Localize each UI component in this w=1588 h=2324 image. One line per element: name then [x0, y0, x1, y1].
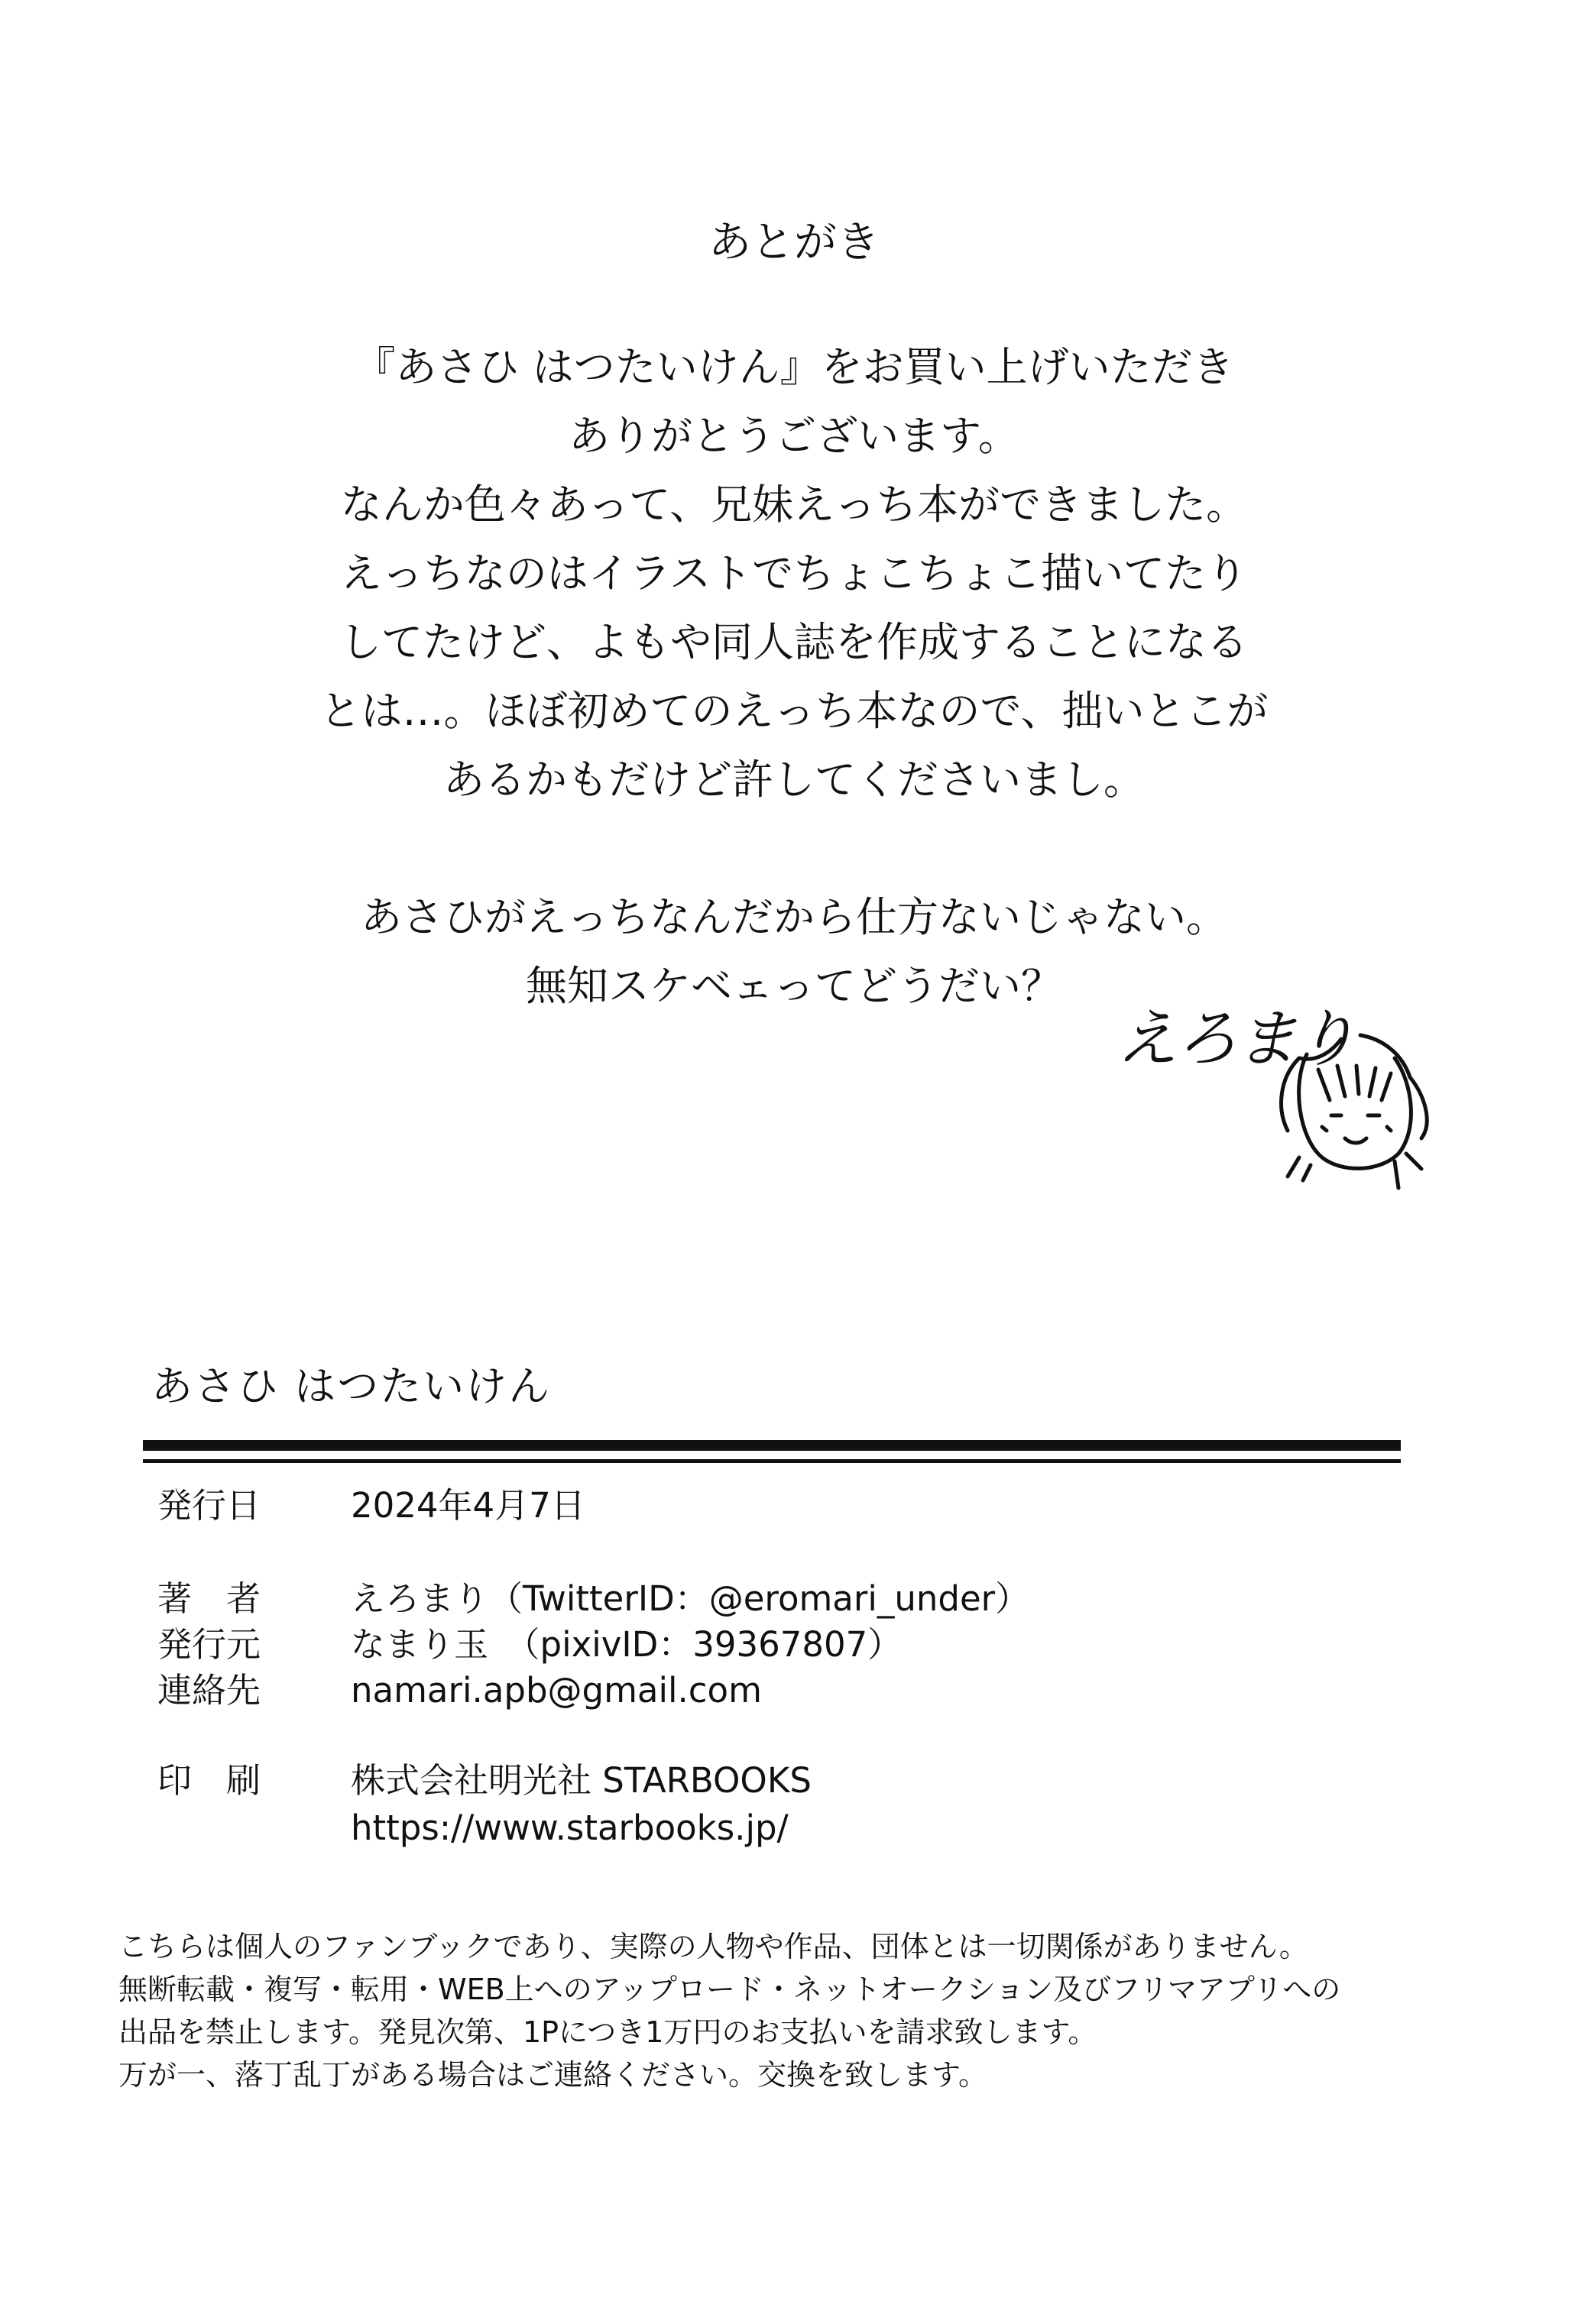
disclaimer-line: 無断転載・複写・転用・WEB上へのアップロード・ネットオークション及びフリマアプリへの — [118, 1973, 1341, 2006]
afterword-line: 無知スケベェってどうだい？ — [526, 962, 1062, 1010]
signature-text: えろまり — [1116, 1003, 1354, 1076]
title-rule-thin — [143, 1459, 1401, 1463]
printer-value: 株式会社明光社 STARBOOKS — [351, 1760, 812, 1801]
book-title: あさひ はつたいけん — [151, 1362, 552, 1410]
afterword-line: ありがとうございます。 — [569, 412, 1019, 460]
afterword-line: してたけど、よもや同人誌を作成することになる — [340, 618, 1248, 666]
chibi-doodle-icon — [1269, 1024, 1444, 1199]
afterword-body — [0, 333, 1588, 1021]
afterword-line: あるかもだけど許してくださいまし。 — [443, 756, 1145, 804]
contact-email: namari.apb@gmail.com — [351, 1670, 762, 1711]
author-value: えろまり（TwitterID：@eromari_under） — [351, 1578, 1030, 1619]
publisher-label: 発行元 — [157, 1624, 261, 1665]
afterword-line: とは…。ほぼ初めてのえっち本なので、拙いとこが — [319, 687, 1269, 735]
afterword-line: なんか色々あって、兄妹えっち本ができました。 — [340, 481, 1248, 529]
paragraph-gap — [0, 814, 1588, 883]
disclaimer-line: こちらは個人のファンブックであり、実際の人物や作品、団体とは一切関係がありません。 — [118, 1930, 1308, 1963]
printer-label: 印 刷 — [157, 1760, 261, 1801]
author-signature — [1085, 993, 1452, 1222]
contact-label: 連絡先 — [157, 1670, 261, 1711]
issue-date-value: 2024年4月7日 — [351, 1485, 585, 1526]
disclaimer-line: 万が一、落丁乱丁がある場合はご連絡ください。交換を致します。 — [118, 2058, 987, 2092]
afterword-line: えっちなのはイラストでちょこちょこ描いてたり — [340, 549, 1248, 597]
issue-date-label: 発行日 — [157, 1485, 261, 1526]
disclaimer — [118, 1925, 1340, 2096]
afterword-title: あとがき — [708, 218, 880, 267]
disclaimer-line: 出品を禁止します。発見次第、1Pにつき1万円のお支払いを請求致します。 — [118, 2015, 1097, 2049]
publisher-value: なまり玉 （pixivID：39367807） — [351, 1624, 903, 1665]
afterword-line: 『あさひ はつたいけん』をお買い上げいただき — [354, 343, 1234, 391]
title-rule — [143, 1440, 1401, 1451]
author-label: 著 者 — [157, 1578, 261, 1619]
afterword-line: あさひがえっちなんだから仕方ないじゃない。 — [361, 893, 1227, 941]
printer-url: https://www.starbooks.jp/ — [351, 1808, 789, 1848]
